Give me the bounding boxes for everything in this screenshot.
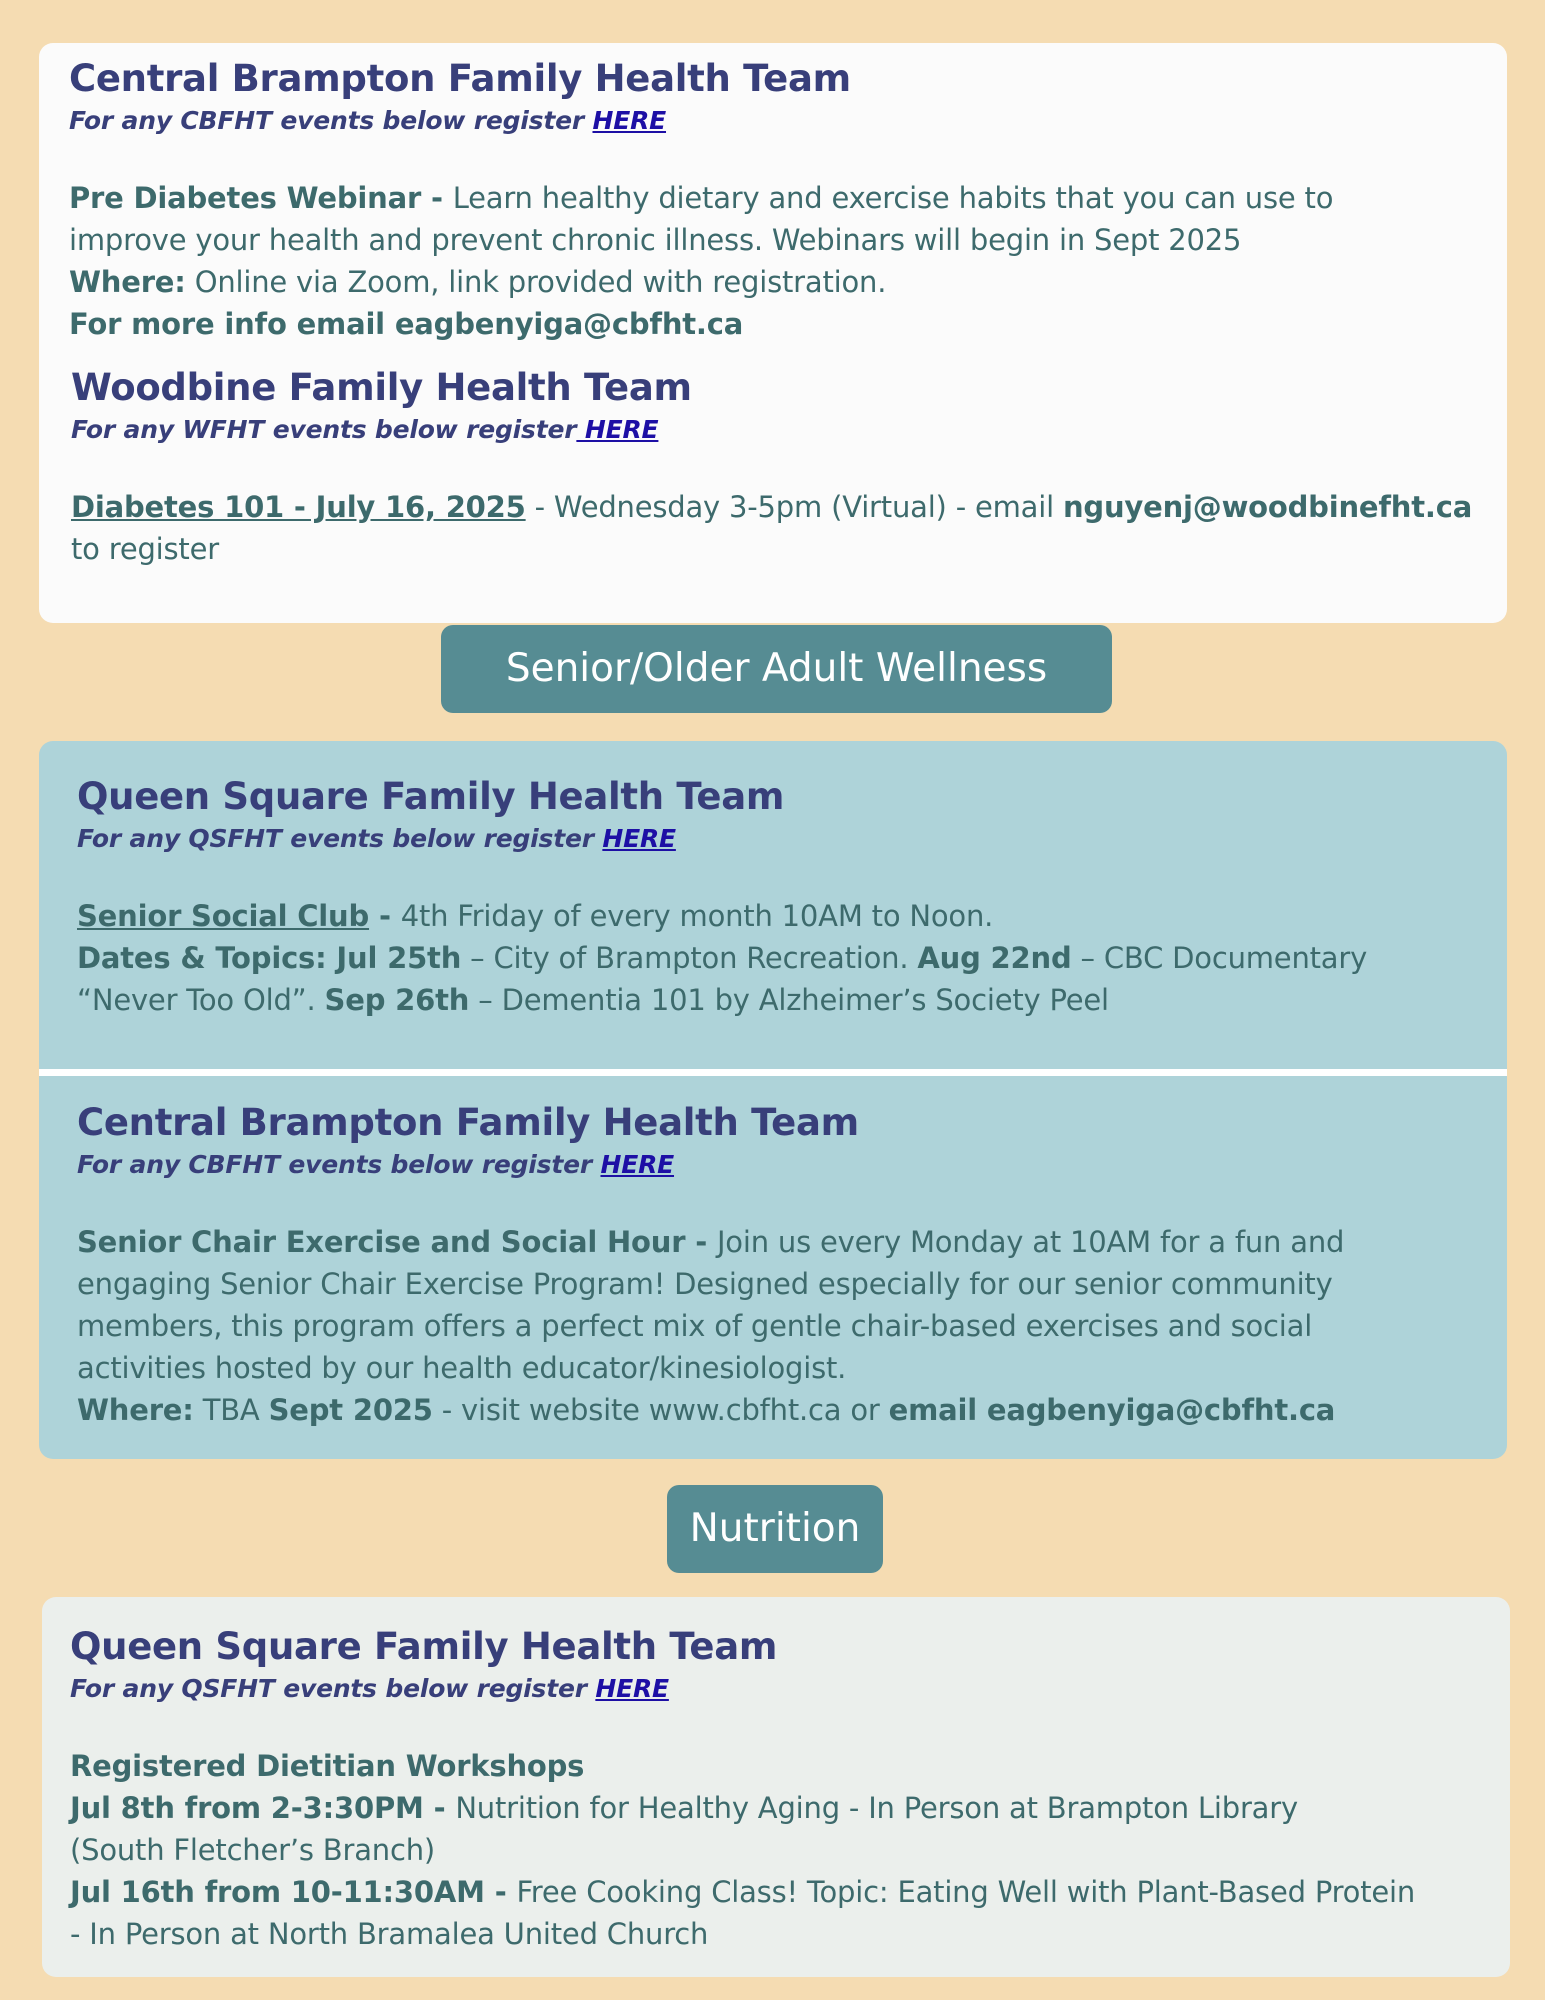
register-text: For any CBFHT events below register [77,1150,601,1179]
cbfht-senior-block [77,1099,1481,1431]
date-text: – CBC Documentary [1071,941,1368,975]
register-line [77,1147,1481,1183]
where-text: - visit website www.cbfht.ca or [432,1393,889,1427]
event-title: Senior Chair Exercise and Social Hour - [77,1225,717,1259]
where-label: Where: [77,1393,194,1427]
event-description [69,177,1481,345]
event-text: Learn healthy dietary and exercise habits that you can use to [452,181,1334,215]
register-text: For any WFHT events below register [71,415,577,444]
section-heading-senior: Senior/Older Adult Wellness [441,625,1112,713]
register-line [77,821,1481,857]
event-text: 4th Friday of every month 10AM to Noon. [400,899,994,933]
register-link[interactable]: HERE [595,1674,669,1703]
workshops-title: Registered Dietitian Workshops [70,1749,585,1783]
org-title: Queen Square Family Health Team [77,775,785,818]
where-text: Online via Zoom, link provided with registration. [185,265,887,299]
org-title: Central Brampton Family Health Team [77,1101,859,1144]
where-label: Where: [69,265,186,299]
workshop-time: Jul 8th from 2-3:30PM - [70,1791,456,1825]
event-title: Pre Diabetes Webinar - [69,181,453,215]
wfht-block [71,364,1481,570]
register-line [71,412,1481,448]
event-text: engaging Senior Chair Exercise Program! Designed especially for our senior community [77,1267,1333,1301]
org-title: Queen Square Family Health Team [70,1625,778,1668]
register-link[interactable]: HERE [602,824,676,853]
event-description [70,1745,1484,1955]
workshop-text: - In Person at North Bramalea United Church [70,1917,709,1951]
register-text: For any QSFHT events below register [70,1674,596,1703]
date-text: – Dementia 101 by Alzheimer’s Society Peel [469,983,1109,1017]
register-line [70,1671,1484,1707]
dates-label: Dates & Topics: Jul 25th [77,941,462,975]
qsfht-nutrition-block [70,1623,1484,1955]
date-text: – City of Brampton Recreation. [461,941,918,975]
workshop-time: Jul 16th from 10-11:30AM - [70,1875,517,1909]
date-text: “Never Too Old”. [77,983,325,1017]
workshop-text: (South Fletcher’s Branch) [70,1833,436,1867]
event-description [77,895,1481,1021]
register-line [69,103,1481,139]
section-heading-nutrition: Nutrition [667,1485,883,1573]
event-text: Join us every Monday at 10AM for a fun and [716,1225,1345,1259]
event-email: nguyenj@woodbinefht.ca [1062,490,1473,524]
event-text: improve your health and prevent chronic illness. Webinars will begin in Sept 2025 [69,223,1242,257]
event-dash: - [369,899,401,933]
event-text: activities hosted by our health educator/kinesiologist. [77,1351,847,1385]
cbfht-wfht-card [39,43,1507,623]
event-title: Senior Social Club [77,899,370,933]
where-email: email eagbenyiga@cbfht.ca [888,1393,1336,1427]
where-text: TBA [193,1393,269,1427]
org-title: Central Brampton Family Health Team [69,57,851,100]
cbfht-block [69,55,1481,345]
register-text: For any CBFHT events below register [69,106,593,135]
event-description [77,1221,1481,1431]
nutrition-card [42,1597,1510,1977]
qsfht-senior-block [77,773,1481,1021]
workshop-text: Nutrition for Healthy Aging - In Person at Brampton Library [455,1791,1298,1825]
org-title: Woodbine Family Health Team [71,366,692,409]
event-description [71,486,1481,570]
event-text: to register [71,532,219,566]
event-text: - Wednesday 3-5pm (Virtual) - email [525,490,1063,524]
event-text: members, this program offers a perfect mix of gentle chair-based exercises and social [77,1309,1313,1343]
divider [39,1069,1507,1076]
date-label: Sep 26th [324,983,470,1017]
event-title: Diabetes 101 - July 16, 2025 [71,490,526,524]
register-text: For any QSFHT events below register [77,824,603,853]
more-info: For more info email eagbenyiga@cbfht.ca [69,307,744,341]
workshop-text: Free Cooking Class! Topic: Eating Well with Plant-Based Protein [516,1875,1416,1909]
date-label: Aug 22nd [917,941,1072,975]
register-link[interactable]: HERE [600,1150,675,1179]
senior-wellness-card [39,741,1507,1459]
register-link[interactable]: HERE [592,106,667,135]
register-link[interactable]: HERE [576,415,659,444]
where-date: Sept 2025 [268,1393,433,1427]
